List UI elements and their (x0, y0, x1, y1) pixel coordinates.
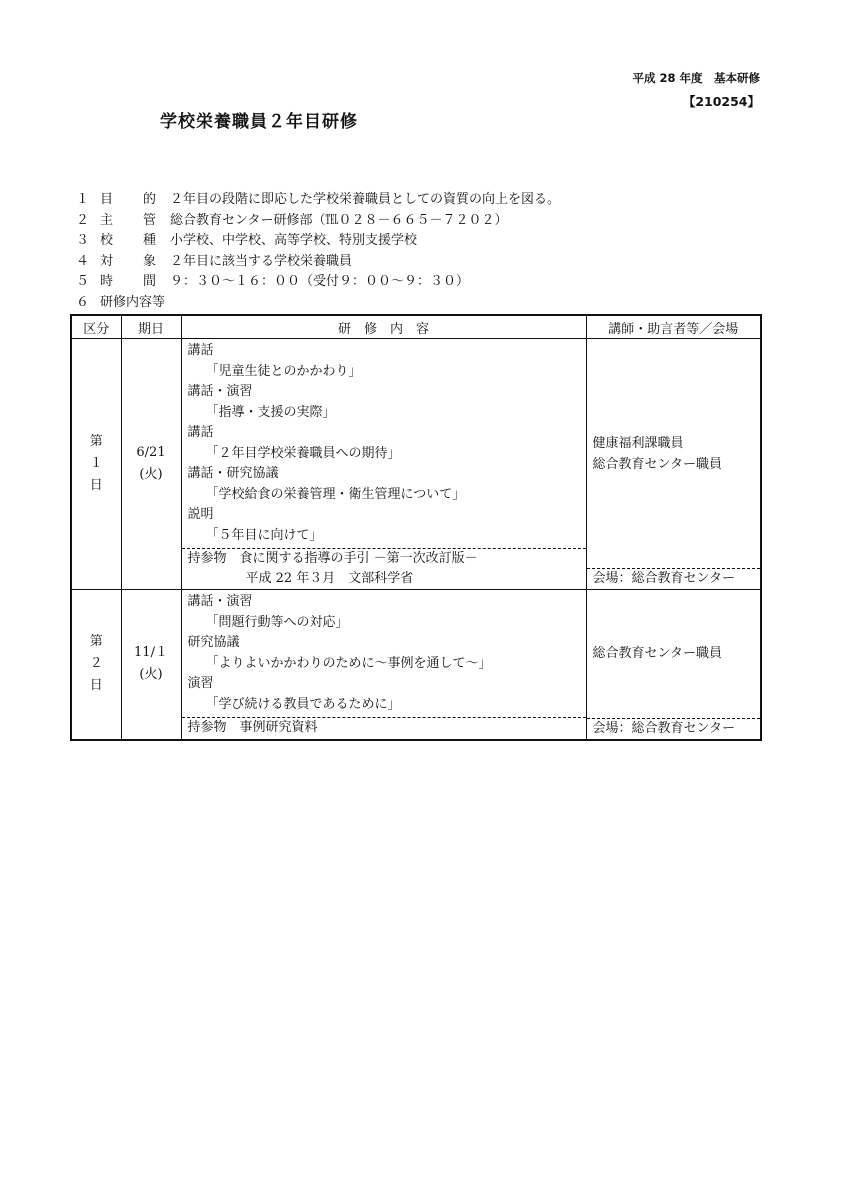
session-title: 「学校給食の栄養管理・衛生管理について」 (205, 486, 466, 502)
outline-key-char: 的 (142, 192, 156, 207)
items-to-bring (182, 548, 586, 589)
day-label-char: 日 (89, 478, 103, 493)
outline-key (100, 293, 165, 314)
outline-value: 総合教育センター研修部（℡０２８－６６５－７２０２） (170, 212, 508, 228)
date-text: 6/21 (136, 445, 166, 460)
course-code: 【210254】 (682, 94, 760, 109)
day-label-char: ２ (89, 656, 103, 672)
header-kubun: 区分 (71, 315, 121, 339)
outline-key-char: 目 (100, 192, 114, 207)
outline-item (76, 272, 560, 293)
outline-key-char: 研修内容等 (100, 294, 166, 310)
outline-item (76, 190, 560, 211)
lecturer-list (587, 590, 761, 718)
session-type: 演習 (187, 676, 214, 691)
session-title: 「指導・支援の実際」 (205, 404, 336, 420)
content-cell (181, 590, 586, 740)
outline-value: ９：３０～１６：００（受付９：００～９：３０） (170, 274, 470, 289)
lecturer-cell (586, 339, 761, 590)
day-label-cell (71, 590, 121, 740)
date-text: (火) (139, 467, 163, 482)
schedule-table (70, 314, 762, 741)
outline-key (100, 211, 170, 232)
lecturer-cell (586, 590, 761, 740)
lecturer-name: 総合教育センター職員 (592, 456, 722, 472)
outline-number: ２ (76, 212, 90, 228)
day-label-char: 第 (89, 634, 103, 650)
outline-value: ２年目に該当する学校栄養職員 (170, 253, 353, 269)
items-to-bring-line: 持参物 事例研究資料 (187, 720, 318, 735)
items-to-bring-line: 平成 22 年３月 文部科学省 (245, 571, 414, 586)
items-to-bring (182, 717, 586, 738)
date-cell (121, 339, 181, 590)
venue-text: 会場：総合教育センター (587, 718, 761, 739)
fiscal-year-label: 平成 28 年度 基本研修 (632, 71, 760, 85)
outline-key-char: 対 (100, 253, 114, 269)
date-text: (火) (139, 667, 163, 683)
lecturer-name: 総合教育センター職員 (592, 646, 722, 662)
lecturer-box (587, 339, 761, 589)
table-row (71, 339, 761, 590)
session-type: 講話 (187, 425, 214, 440)
outline-item (76, 211, 560, 232)
day-label-char: １ (89, 456, 103, 471)
session-title: 「よりよいかかわりのために～事例を通して～」 (205, 655, 492, 671)
outline-key-char: 種 (142, 233, 156, 248)
session-type: 講話・研究協議 (187, 466, 279, 481)
header-lecturer: 講師・助言者等／会場 (586, 315, 761, 339)
session-title: 「問題行動等への対応」 (205, 614, 349, 630)
outline-number: ５ (76, 274, 90, 289)
session-title: 「２年目学校栄養職員への期待」 (205, 445, 401, 461)
session-type: 研究協議 (187, 635, 240, 650)
outline-key (100, 252, 170, 273)
table-header-row (71, 315, 761, 339)
content-cell (181, 339, 586, 590)
outline-number: ４ (76, 253, 90, 269)
session-title: 「５年目に向けて」 (205, 527, 323, 543)
outline-key-char: 管 (142, 212, 156, 228)
outline-number: ６ (76, 294, 90, 310)
day-label-char: 第 (89, 434, 103, 449)
table-row (71, 590, 761, 740)
outline-key-char: 主 (100, 212, 114, 228)
venue-text: 会場：総合教育センター (587, 568, 761, 589)
header-content: 研 修 内 容 (181, 315, 586, 339)
outline-key-char: 間 (142, 274, 156, 289)
session-title: 「学び続ける教員であるために」 (205, 696, 401, 712)
lecturer-box (587, 590, 761, 739)
outline-value: ２年目の段階に即応した学校栄養職員としての資質の向上を図る。 (170, 192, 561, 207)
items-to-bring-line: 持参物 食に関する指導の手引 －第一次改訂版－ (187, 551, 478, 566)
session-title: 「児童生徒とのかかわり」 (205, 363, 362, 379)
header-date: 期日 (121, 315, 181, 339)
date-text: 11/１ (134, 645, 168, 661)
outline-key-char: 時 (100, 274, 114, 289)
outline-key-char: 象 (142, 253, 156, 269)
session-type: 講話 (187, 343, 214, 358)
course-outline (76, 190, 560, 313)
lecturer-list (587, 339, 761, 568)
outline-number: ３ (76, 233, 90, 248)
outline-key-char: 校 (100, 233, 114, 248)
page-title: 学校栄養職員２年目研修 (160, 112, 358, 132)
session-type: 説明 (187, 507, 214, 522)
day-label-cell (71, 339, 121, 590)
day-label-char: 日 (89, 678, 103, 694)
session-type: 講話・演習 (187, 384, 253, 399)
outline-value: 小学校、中学校、高等学校、特別支援学校 (170, 233, 418, 248)
date-cell (121, 590, 181, 740)
outline-item (76, 231, 560, 252)
outline-item (76, 293, 560, 314)
outline-item (76, 252, 560, 273)
lecturer-name: 健康福利課職員 (592, 435, 684, 451)
session-type: 講話・演習 (187, 594, 253, 609)
outline-key (100, 190, 170, 211)
outline-key (100, 272, 170, 293)
session-list (182, 339, 586, 548)
session-list (182, 590, 586, 717)
outline-key (100, 231, 170, 252)
outline-number: １ (76, 192, 90, 207)
